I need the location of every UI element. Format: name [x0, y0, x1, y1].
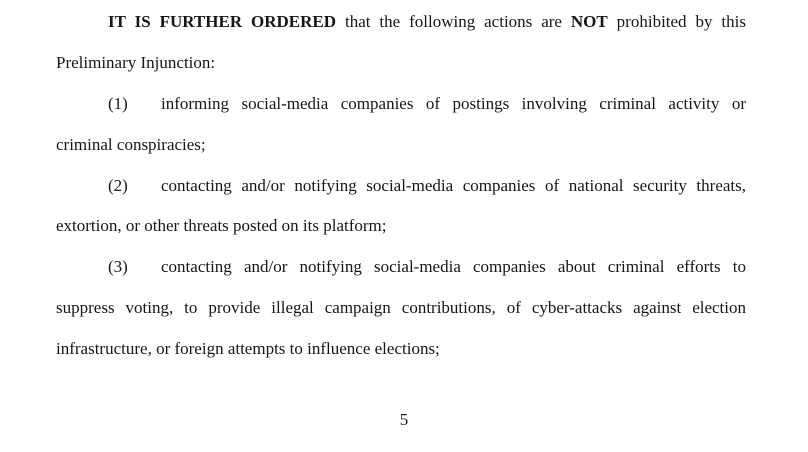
- order-line-1: [108, 12, 746, 32]
- item-3-line-1: [108, 257, 746, 277]
- item-1-number: (1): [108, 94, 128, 113]
- item-2-line-2: extortion, or other threats posted on its platform;: [56, 216, 387, 235]
- item-1-text: informing social-media companies of postings involving criminal activity or: [161, 94, 746, 113]
- page-number: 5: [399, 410, 409, 429]
- item-2-line-1: [108, 176, 746, 196]
- item-1-line-2: criminal conspiracies;: [56, 135, 206, 154]
- order-line-2: Preliminary Injunction:: [56, 53, 216, 72]
- order-not-bold: NOT: [570, 12, 608, 31]
- order-mid-text: that the following actions are: [336, 12, 571, 31]
- order-tail-text: prohibited by this: [607, 12, 746, 31]
- item-3-text: contacting and/or notifying social-media companies about criminal efforts to: [161, 257, 746, 276]
- item-1-line-1: [108, 94, 746, 114]
- item-3-number: (3): [108, 257, 128, 276]
- item-2-text: contacting and/or notifying social-media companies of national security threats,: [161, 176, 746, 195]
- order-lead-bold: IT IS FURTHER ORDERED: [108, 12, 337, 31]
- item-2-number: (2): [108, 176, 128, 195]
- item-3-line-3: infrastructure, or foreign attempts to influence elections;: [56, 339, 440, 358]
- item-3-line-2: suppress voting, to provide illegal campaign contributions, of cyber-attacks against election: [56, 298, 746, 317]
